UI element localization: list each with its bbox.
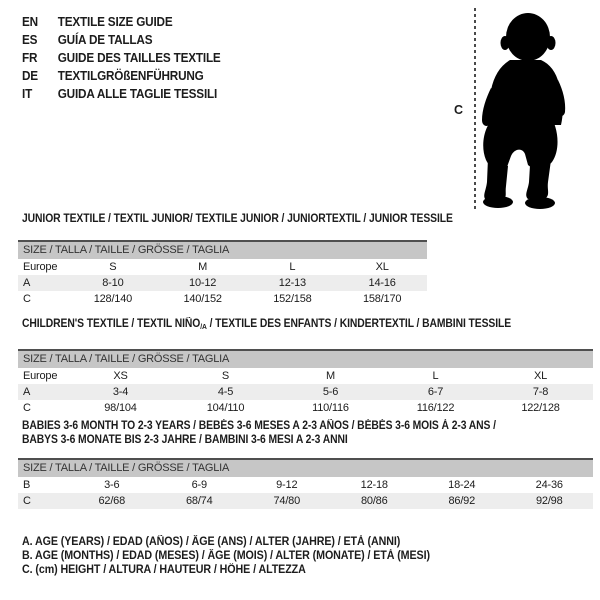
language-list xyxy=(22,13,233,103)
size-cell: 6-7 xyxy=(427,386,444,398)
size-cell: L xyxy=(432,370,439,382)
table-row xyxy=(18,400,593,416)
junior-size-table xyxy=(18,240,427,307)
size-cell: 152/158 xyxy=(273,293,312,305)
lang-row-fr xyxy=(22,49,221,67)
children-title-post: / TEXTILE DES ENFANTS / KINDERTEXTIL / BAMBINI TESSILE xyxy=(206,318,512,330)
size-cell: 24-36 xyxy=(535,479,563,491)
junior-section-title: JUNIOR TEXTILE / TEXTIL JUNIOR/ TEXTILE JUNIOR / JUNIORTEXTIL / JUNIOR TESSILE xyxy=(22,213,453,225)
legend-line-c: C. (cm) HEIGHT / ALTURA / HAUTEUR / HÖHE / ALTEZZA xyxy=(22,564,306,577)
legend-line-b: B. AGE (MONTHS) / EDAD (MESES) / ÂGE (MOIS) / ALTER (MONATE) / ETÀ (MESI) xyxy=(22,550,430,563)
table-row xyxy=(18,477,593,493)
size-header: SIZE / TALLA / TAILLE / GRÖSSE / TAGLIA xyxy=(18,350,593,368)
lang-row-it xyxy=(22,85,221,103)
size-cell: 116/122 xyxy=(416,402,455,414)
table-header-row xyxy=(18,459,593,477)
height-c-label: C xyxy=(454,103,464,117)
size-cell: 12-13 xyxy=(278,277,306,289)
table-header-row xyxy=(18,350,593,368)
legend-line-a: A. AGE (YEARS) / EDAD (AÑOS) / ÂGE (ANS) / ALTER (JAHRE) / ETÀ (ANNI) xyxy=(22,536,401,548)
lang-label: TEXTILGRÖßENFÜHRUNG xyxy=(57,69,204,83)
size-cell: 9-12 xyxy=(276,479,298,491)
size-cell: 68/74 xyxy=(185,495,213,507)
size-cell: 104/110 xyxy=(206,402,245,414)
table-row xyxy=(18,291,427,307)
size-cell: 5-6 xyxy=(322,386,339,398)
size-cell: 4-5 xyxy=(217,386,234,398)
table-row xyxy=(18,384,593,400)
size-cell: 62/68 xyxy=(98,495,126,507)
size-cell: 110/116 xyxy=(312,402,349,414)
babies-size-table xyxy=(18,458,593,509)
size-cell: 140/152 xyxy=(183,293,222,305)
size-cell: XS xyxy=(113,370,128,382)
row-label-cell: A xyxy=(23,386,31,398)
row-label-cell: C xyxy=(23,293,31,305)
size-cell: 18-24 xyxy=(448,479,476,491)
size-cell: 158/170 xyxy=(362,293,402,305)
babies-title-line1: BABIES 3-6 MONTH TO 2-3 YEARS / BEBÉS 3-6 MESES A 2-3 AÑOS / BÉBÉS 3-6 MOIS À 2-3 ANS / xyxy=(22,420,496,432)
size-cell: 12-18 xyxy=(360,479,388,491)
size-cell: XL xyxy=(375,261,389,273)
lang-label: GUÍA DE TALLAS xyxy=(57,33,153,47)
size-cell: 14-16 xyxy=(368,277,396,289)
size-cell: 3-4 xyxy=(112,386,129,398)
children-section-title xyxy=(22,317,511,334)
lang-row-en xyxy=(22,13,221,31)
row-label-cell: C xyxy=(23,402,31,414)
table-row xyxy=(18,259,427,275)
size-cell: 86/92 xyxy=(448,495,476,507)
size-header: SIZE / TALLA / TAILLE / GRÖSSE / TAGLIA xyxy=(18,241,427,259)
lang-row-de xyxy=(22,67,221,85)
row-label-cell: A xyxy=(23,277,31,289)
table-header-row xyxy=(18,241,427,259)
lang-code: IT xyxy=(22,87,33,101)
row-label-cell: C xyxy=(23,495,31,507)
lang-code: FR xyxy=(22,51,38,65)
table-row xyxy=(18,368,593,384)
size-cell: 122/128 xyxy=(521,402,560,414)
lang-code: EN xyxy=(22,15,38,29)
row-label-cell: Europe xyxy=(23,261,58,273)
toddler-silhouette-image xyxy=(478,10,573,212)
size-cell: M xyxy=(198,261,208,273)
table-row xyxy=(18,493,593,509)
lang-label: GUIDA ALLE TAGLIE TESSILI xyxy=(57,87,218,101)
size-cell: M xyxy=(326,370,335,382)
size-cell: 80/86 xyxy=(360,495,388,507)
size-cell: 92/98 xyxy=(535,495,563,507)
row-label-cell: B xyxy=(23,479,31,491)
lang-label: GUIDE DES TAILLES TEXTILE xyxy=(57,51,221,65)
lang-label: TEXTILE SIZE GUIDE xyxy=(57,15,173,29)
lang-code: ES xyxy=(22,33,38,47)
children-title-subscript: /A xyxy=(200,322,207,331)
size-cell: 7-8 xyxy=(532,386,549,398)
size-cell: 6-9 xyxy=(191,479,207,491)
size-cell: L xyxy=(289,261,296,273)
legend xyxy=(22,535,461,578)
size-cell: S xyxy=(221,370,230,382)
lang-row-es xyxy=(22,31,221,49)
size-cell: 10-12 xyxy=(189,277,217,289)
size-cell: 98/104 xyxy=(104,402,137,414)
row-label-cell: Europe xyxy=(23,370,58,382)
lang-code: DE xyxy=(22,69,38,83)
height-dashed-line xyxy=(474,8,476,212)
children-title-pre: CHILDREN'S TEXTILE / TEXTIL NIÑO xyxy=(22,318,201,330)
size-header: SIZE / TALLA / TAILLE / GRÖSSE / TAGLIA xyxy=(18,459,593,477)
size-cell: S xyxy=(109,261,117,273)
babies-section-title xyxy=(22,419,496,447)
table-row xyxy=(18,275,427,291)
size-cell: 3-6 xyxy=(104,479,120,491)
size-cell: 74/80 xyxy=(273,495,301,507)
size-cell: 8-10 xyxy=(102,277,124,289)
babies-title-line2: BABYS 3-6 MONATE BIS 2-3 JAHRE / BAMBINI 3-6 MESI A 2-3 ANNI xyxy=(22,434,348,446)
size-cell: XL xyxy=(533,370,548,382)
children-size-table xyxy=(18,349,593,416)
size-cell: 128/140 xyxy=(93,293,133,305)
